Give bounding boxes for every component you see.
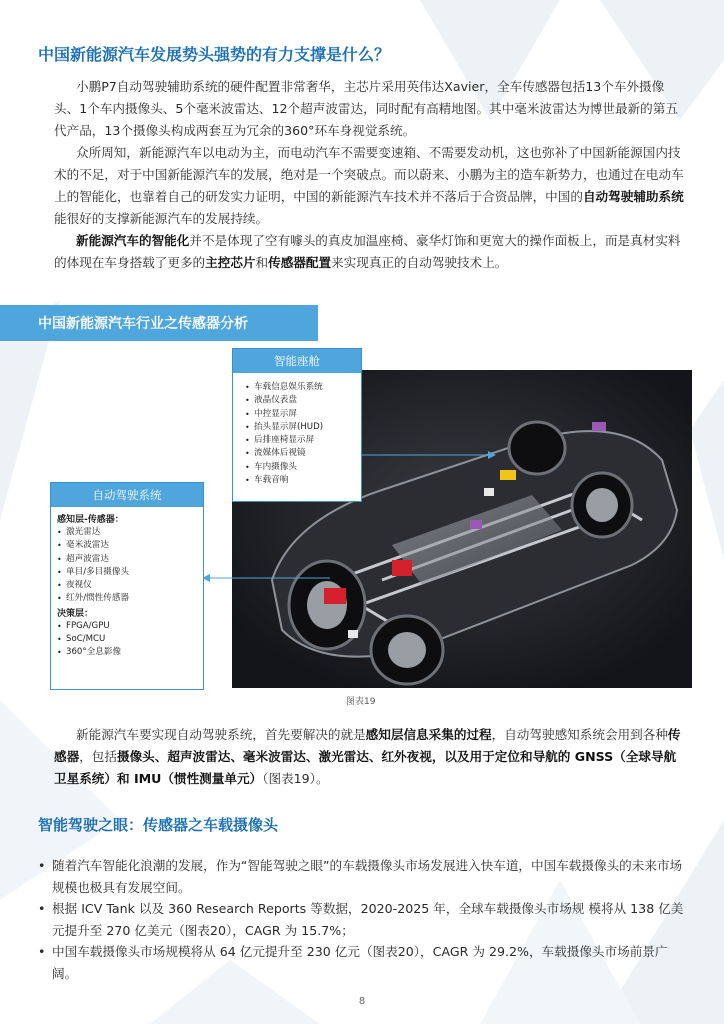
adas-box [50,482,204,690]
list-item: • 超声波雷达 [57,553,203,566]
smart-cockpit-box [232,348,362,502]
decision-layer-label: 决策层： [57,608,94,619]
list-item: • 根据 ICV Tank 以及 360 Research Reports 等数据，2020-2025 年，全球车载摄像头市场规 模将从 138 亿美元提升至 270 亿美元（图表20），CAGR 为 15.7%； [38,898,688,941]
paragraph-ev-advantage: 众所周知，新能源汽车以电动为主，而电动汽车不需要变速箱、不需要发动机，这也弥补了中国新能源国内技术的不足，对于中国新能源汽车的发展，绝对是一个突破点。而以蔚来、小鹏为主的造车新势力，也通过在电动车上的智能化，也靠着自己的研发实力证明，中国的新能源汽车技术并不落后于合资品牌，中国的自动驾驶辅助系统能很好的支撑新能源汽车的发展持续。 [54,145,684,226]
list-item: • 夜视仪 [57,579,203,592]
list-item: • 流媒体后视镜 [245,447,361,460]
section-title: 中国新能源汽车行业之传感器分析 [38,316,248,332]
list-item: • 抬头显示屏(HUD) [245,421,361,434]
list-item: • 单目/多目摄像头 [57,566,203,579]
bold-sensors: 传感器 [54,727,681,764]
list-item: • 激光雷达 [57,526,203,539]
paragraph-perception-layer: 新能源汽车要实现自动驾驶系统，首先要解决的就是感知层信息采集的过程，自动驾驶感知系统会用到各种传感器，包括摄像头、超声波雷达、毫米波雷达、激光雷达、红外夜视，以及用于定位和导航的 GNSS（全球导航卫星系统）和 IMU（惯性测量单元）（图表19）。 [54,727,681,786]
section-question-heading: 中国新能源汽车发展势头强势的有力支撑是什么？ [38,45,391,64]
adas-title: 自动驾驶系统 [51,483,203,507]
list-item: • 红外/惯性传感器 [57,592,203,605]
list-item: • 后排座椅显示屏 [245,434,361,447]
paragraph-ev-intelligence: 新能源汽车的智能化并不是体现了空有噱头的真皮加温座椅、豪华灯饰和更宽大的操作面板上，而是真材实料的体现在车身搭载了更多的主控芯片和传感器配置来实现真正的自动驾驶技术上。 [54,233,681,270]
list-item: • 液晶仪表盘 [245,394,361,407]
bold-adas: 自动驾驶辅助系统 [582,189,684,204]
bold-sensor-list: 摄像头、超声波雷达、毫米波雷达、激光雷达、红外夜视，以及用于定位和导航的 GNSS（全球导航卫星系统）和 IMU（惯性测量单元） [54,749,677,786]
list-item: • 中控显示屏 [245,408,361,421]
camera-section-heading: 智能驾驶之眼：传感器之车载摄像头 [38,816,279,834]
bold-main-chip: 主控芯片 [205,255,256,270]
smart-cockpit-title: 智能座舱 [233,349,361,373]
list-item: • 车内摄像头 [245,461,361,474]
bold-sensor-config: 传感器配置 [268,255,332,270]
figure-caption: 图表19 [346,697,376,707]
list-item: • 中国车载摄像头市场规模将从 64 亿元提升至 230 亿元（图表20），CAGR 为 29.2%，车载摄像头市场前景广阔。 [38,941,688,984]
list-item: • 360°全息影像 [57,646,203,659]
list-item: • 随着汽车智能化浪潮的发展，作为“智能驾驶之眼”的车载摄像头市场发展进入快车道，中国车载摄像头的未来市场规模也极具有发展空间。 [38,855,688,898]
bold-ev-intelligence: 新能源汽车的智能化 [76,233,190,248]
list-item: • FPGA/GPU [57,620,203,633]
page-number: 8 [358,996,366,1007]
bold-perception-process: 感知层信息采集的过程 [365,727,492,742]
list-item: • 毫米波雷达 [57,539,203,552]
perception-layer-label: 感知层-传感器： [57,515,124,525]
list-item: • 车载信息娱乐系统 [245,381,361,394]
list-item: • 车载音响 [245,474,361,487]
list-item: • SoC/MCU [57,633,203,646]
paragraph-xpeng-p7: 小鹏P7自动驾驶辅助系统的硬件配置非常奢华，主芯片采用英伟达Xavier，全车传感器包括13个车外摄像头、1个车内摄像头、5个毫米波雷达、12个超声波雷达，同时配有高精地图。其中毫米波雷达为博世最新的第五代产品，13个摄像头构成两套互为冗余的360°环车身视觉系统。 [54,79,678,138]
